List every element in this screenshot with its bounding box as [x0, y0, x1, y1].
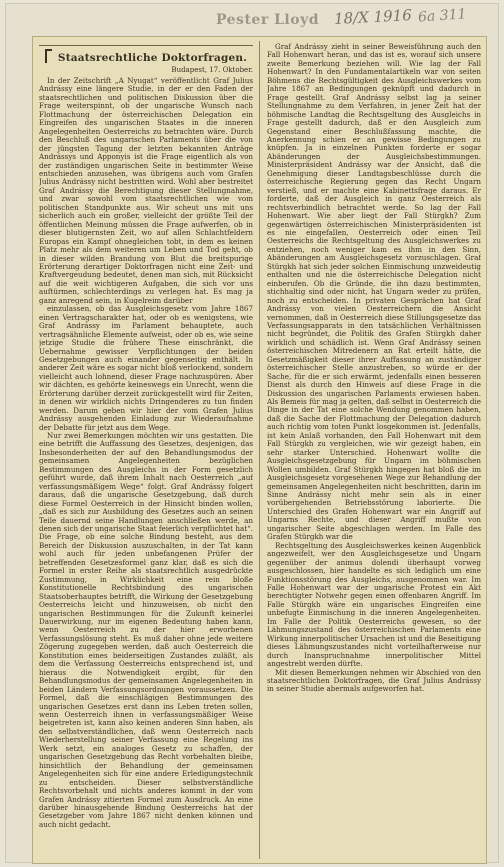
paragraph: In der Zeitschrift „A Nyugat“ veröffentlicht Graf Julius Andrássy eine längere Studie, in der er den Faden der staatsrechtlichen und politischen Diskussion über die Frage weiterspinnt, ob der ungarische Wunsch nach Flottmachung der österreichischen Delegation ein Eingreifen des ungarischen Staates in die inneren Angelegenheiten Oesterreichs zu betrachten wäre. Durch den Beschluß des ungarischen Parlaments über die von der jüngsten Tagung der letzten bekannten Anträge Andrássys und Apponyis ist die Frage eigentlich als von der zuständigen ungarischen Seite in bestimmter Weise entschieden anzusehen, was übrigens auch vom Grafen Julius Andrássy nicht bestritten wird. Wohl aber bestreitet Graf Andrássy die Berechtigung dieser Stellungnahme, und zwar sowohl vom staatsrechtlichen wie vom politischen Standpunkte aus. Wir scheut uns mit uns sicherlich auch ein großer, vielleicht der größte Teil der öffentlichen Meinung müssen die Frage aufwerfen, ob in dieser blutigernsten Zeit, wo auf allen Schlachtfeldern Europas ein Kampf ohnegleichen tobt, in dem es keinen Platz mehr als dem weiteren um Leben und Tod geht, ob in dieser wilden Brandung von Blut die breitspurige Erörterung derartiger Doktorfragen nicht eine Zeit- und Kraftvergeudung bedeutet, denen man sich, mit Rücksicht auf die weit wichtigeren Aufgaben, die sich vor uns auftürmen, schlechterdings zu verlegen hat. Es mag ja ganz anregend sein, in Kugelreim darüber [39, 76, 253, 305]
handwritten-date: 18/X 1916 [333, 5, 413, 29]
article-title-text: Staatsrechtliche Doktorfragen. [57, 52, 248, 64]
paragraph: Rechtsgeltung des Ausgleichswerkes keinen Augenblick angezweifelt, wer den Ausgleichsgesetze und Ungarn gegenüber der animus dolendi überhaupt vorweg ausgeschlossen, hier handelte es sich lediglich um eine Funktionsstörung des Ausgleichs, ausgenommen war. Im Falle Hohenwart war der ungarische Protest ein Akt berechtigter Notwehr gegen einen offenbaren Angriff. Im Falle Stürgkh wäre ein ungarisches Eingreifen eine unbefugte Einmischung in die inneren Angelegenheiten. Im Falle der Politik Oesterreichs gewesen, so der Lähmungszustand des österreichischen Parlaments eine Wirkung innerpolitischer Ursachen ist und die Beseitigung dieses Lähmungszustandes nicht vorteilhafterweise nur durch Inanspruchnahme innerpolitischer Mittel angestrebt werden dürfte. [267, 540, 481, 669]
article-title [39, 49, 253, 65]
archive-sheet [6, 4, 498, 862]
paragraph: Mit diesen Bemerkungen nehmen wir Abschied von den staatsrechtlichen Doktorfragen, die Graf Julius Andrássy in seiner Studie abermals aufgeworfen hat. [267, 667, 481, 694]
top-rule [39, 45, 253, 46]
article-dateline: Budapest, 17. Oktober. [171, 66, 253, 74]
article-column-left [39, 43, 253, 855]
paragraph: Graf Andrássy zieht in seiner Beweisführung auch den Fall Hohenwart heran, und das ist es, worauf sich unsere zweite Bemerkung beziehen will. Wie lag der Fall Hohenwart? In den Fundamentalartikeln war von seiten Böhmens die Rechtsgültigkeit des Ausgleichswerkes vom Jahre 1867 an Bedingungen geknüpft und dadurch in Frage gestellt. Graf Andrássy selbst lag ja seiner Stellungnahme zu dem Verfahren, in jener Zeit hat der böhmische Landtag die Rechtsgeltung des Ausgleichs in Frage gestellt dadurch, daß er den Ausgleich zum Gegenstand einer Beschlußfassung machte, die Anerkennung schien er an gewisse Bedingungen zu knüpfen. Ja in einzelnen Punkten forderte er sogar Abänderungen der Ausgleichsbestimmungen. Ministerpräsident Andrássy war der Ansicht, daß die Genehmigung dieser Landtagsbeschlüsse durch die österreichische Regierung gegen das Recht Ungarn verstieß, und er machte eine Kabinettsfrage daraus. Er forderte, daß der Ausgleich in ganz Oesterreich als rechtsverbindlich betrachtet werde. So lag der Fall Hohenwart. Wie aber liegt der Fall Stürgkh? Zum gegenwärtigen österreichischen Ministerpräsidenten ist es nie eingefallen, Oesterreich oder einen Teil Oesterreichs die Rechtsgeltung des Ausgleichswerkes zu entziehen, noch weniger kam es ihm in den Sinn, Abänderungen am Ausgleichsgesetz vorzuschlagen. Graf Stürgkh hat sich jeder solchen Einmischung unzweideutig enthalten und nie die österreichische Delegation nicht einberufen. Ob die Gründe, die ihn dazu bestimmten, stichhaltig sind oder nicht, hat Ungarn weder zu prüfen, noch zu entscheiden. In privaten Gesprächen hat Graf Andrássy von vielen Oesterreichern die Ansicht vernommen, daß in Oesterreich diese Stillungsgesetze das Verfassungsapparats in den tatsächlichen Verhältnissen nicht begründet, die Politik des Grafen Stürgkh daher wirklich und schädlich ist. Wenn Graf Andrássy seinen österreichischen Mitredenern an Rat erteilt hätte, die Gesetzmäßigkeit dieser ihrer Auffassung an zuständiger österreichischer Stelle anzustreben, so würde er der Sache, für die er sich erwärmt, jedenfalls einen besseren Dienst als durch den Hinweis auf diese Frage in die Diskussion des ungarischen Parlaments erwiesen haben. Als Bemeis für mag ja gelten, daß selbst in Oesterreich die Dinge in der Tat eine solche Wendung genommen haben, daß die Sache der Flottmachung der Delegation dadurch auch richtig vom toten Punkt losgekommen ist. Jedenfalls, ist kein Anlaß vorhanden, den Fall Hohenwart mit dem Fall Stürgkh zu vergleichen, wie wir gezeigt haben, ein sehr starker Unterschied. Hohenwart wollte die Ausgleichsgesetzgebung für Ungarn im böhmischen Wollen umbilden. Graf Stürgkh hingegen hat bloß die im Ausgleichsgesetz vorgesehenen Wege zur Behandlung der gemeinsamen Angelegenheiten nicht beschritten, darin im Sinne Andrássy nicht mehr sein als in einer vorübergehenden Betriebsstörung laborierte. Die Unterschied des Grafen Hohenwart war ein Angriff auf Ungarns Rechte, und dieser Angriff mußte von ungarischer Seite abgeschlagen werden. Im Falle des Grafen Stürgkh war die [267, 43, 481, 542]
newspaper-clipping [32, 36, 487, 864]
bracket-mark-icon [45, 49, 52, 63]
archive-signature: 6a 311 [417, 6, 467, 26]
newspaper-name: Pester Lloyd [216, 12, 319, 28]
paragraph: Nur zwei Bemerkungen möchten wir uns gestatten. Die eine betrifft die Auffassung des Gesetzes, desjenigen, das Insbesonderheiten der auf den Behandlungsmodus der gemeinsamen Angelegenheiten bezüglichen Bestimmungen des Ausgleichs in der Form gesetzlich geführt wurde, daß ihrem Inhalt nach Oesterreich „auf verfassungsmäßigem Wege“ folgt. Graf Andrássy folgert daraus, daß die ungarische Gesetzgebung, daß durch diese Formel Oesterreich in der Hinsicht binden wollen, „daß es sich zur Ausbildung des Gesetzes auch an seinen Teile dauernd seine Handlungen anschließen werde, an denen sich der ungarische Staat feierlich verpflichtet hat“. Die Frage, ob eine solche Bindung besteht, aus dem Bereich der Diskussion auszuschalten, in der Tat kann wohl auch für jeden unbefangenen Prüfer der betreffenden Gesetzesformel ganz klar, daß es sich die Formel in erster Reihe als staatsrechtlich ausgedrückte Zustimmung, in Wirklichkeit eine rein bloße Konstitutionelle Rechtsbindung des ungarischen Staatsoberhauptes betrifft, die Wirkung der Gesetzgebung Oesterreichs leicht und hinzuweisen, ob nicht den ungarischen Bestimmungen für die Zukunft keinerlei Dauerwirkung, nur im eigenen Bedeutung haben kann, wenn Oesterreich zu der hier erworbenen Verfassungslösung steht. Es muß daher ohne jede weitere Zögerung zugegeben werden, daß auch Oesterreich die Konstitution eines beiderseitigen Zustandes zuläßt, als dem die Verfassung Oesterreichs entsprechend ist, und hieraus die Notwendigkeit ergibt, für den Behandlungsmodus der gemeinsamen Angelegenheiten in beiden Ländern Verfassungsordnungen voraussetzen. Die Formel, daß die einschlägigen Bestimmungen des ungarischen Gesetzes erst dann ins Leben treten sollen, wenn Oesterreich ihnen in verfassungsmäßiger Weise beigetreten ist, kann also keinen anderen Sinn haben, als den selbstverständlichen, daß wenn Oesterreich nach Wiederherstellung seiner Verfassung eine Regelung ins Werk setzt, ein analoges Gesetz zu schaffen, der ungarischen Gesetzgebung das Recht vorbehalten bleibe, hinsichtlich der Behandlung der gemeinsamen Angelegenheiten sich für eine andere Erledigungstechnik zu entscheiden. Dieser selbstverständliche Rechtsvorbehalt und nichts anderes kommt in der vom Grafen Andrássy zitierten Formel zum Ausdruck. An eine darüber hinausgehende Bindung Oesterreichs hat der Gesetzgeber vom Jahre 1867 nicht denken können und auch nicht gedacht. [39, 431, 253, 829]
paragraph: einzulassen, ob das Ausgleichsgesetz vom Jahre 1867 einen Vertragscharakter hat, oder ob es wenigstens, wie Graf Andrássy im Parlament behauptete, auch vertragsähnliche Elemente aufweist, oder ob es, wie seine jetzige Studie die frühere These einschränkt, die Uebernahme gewisser Verpflichtungen der beiden Gesetzgebungen auch einander gegenseitig enthält. In anderer Zeit wäre es sogar nicht bloß verlockend, sondern vielleicht auch lohnend, dieser Frage nachzuspüren. Aber wir dächten, es gehörte keineswegs ein Unrecht, wenn die Erörterung darüber derzeit zurückgestellt wird für Zeiten, in denen wir wirklich nichts Dringenderes zu tun finden werden. Darum geben wir hier der vom Grafen Julius Andrássy ausgehenden Einladung zur Wiederaufnahme der Debatte für jetzt aus dem Wege. [39, 304, 253, 432]
column-divider [259, 41, 260, 859]
article-column-right [267, 43, 481, 855]
